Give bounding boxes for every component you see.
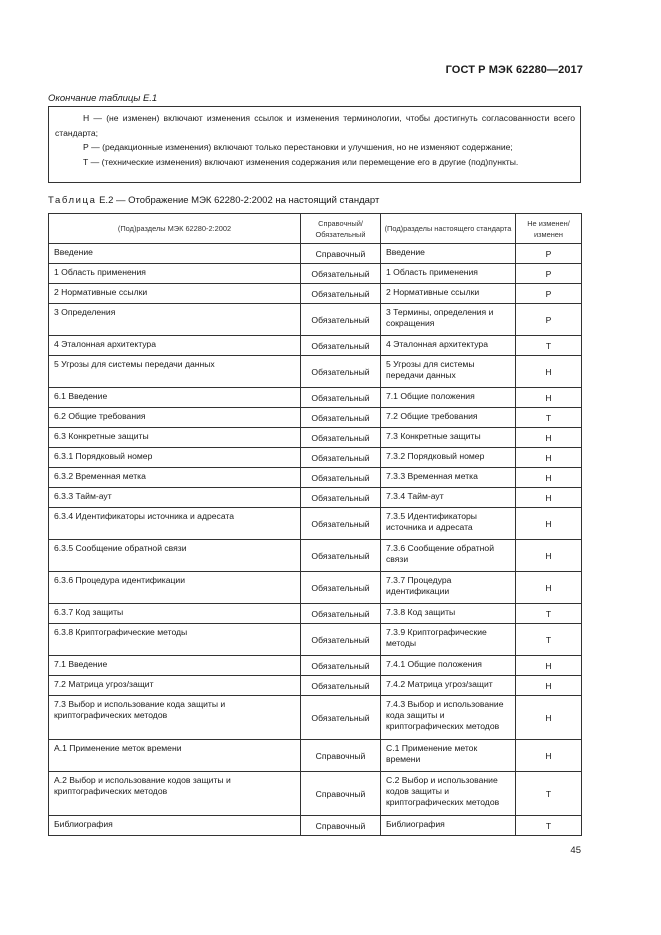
cell-change: Н bbox=[516, 572, 582, 604]
cell-change: Т bbox=[516, 604, 582, 624]
legend-item-unchanged: Н — (не изменен) включают изменения ссылок и изменения терминологии, чтобы достигнуть согласованности всего стандарта; bbox=[55, 113, 575, 138]
cell-target-section: 7.3.3 Временная метка bbox=[381, 468, 516, 488]
table-row bbox=[49, 468, 582, 488]
table-caption bbox=[48, 195, 379, 206]
cell-source-section: 6.3.6 Процедура идентификации bbox=[49, 572, 301, 604]
legend-box bbox=[48, 106, 581, 183]
cell-change: Н bbox=[516, 508, 582, 540]
cell-target-section: 5 Угрозы для системы передачи данных bbox=[381, 356, 516, 388]
cell-target-section: С.2 Выбор и использование кодов защиты и криптографических методов bbox=[381, 772, 516, 816]
cell-status: Обязательный bbox=[301, 304, 381, 336]
table-row bbox=[49, 740, 582, 772]
table-body bbox=[49, 244, 582, 836]
cell-change: Р bbox=[516, 264, 582, 284]
cell-change: Н bbox=[516, 540, 582, 572]
table-row bbox=[49, 488, 582, 508]
cell-status: Обязательный bbox=[301, 572, 381, 604]
cell-target-section: 7.4.1 Общие положения bbox=[381, 656, 516, 676]
cell-target-section: 7.1 Общие положения bbox=[381, 388, 516, 408]
cell-source-section: 4 Эталонная архитектура bbox=[49, 336, 301, 356]
cell-change: Н bbox=[516, 448, 582, 468]
cell-source-section: 6.3.1 Порядковый номер bbox=[49, 448, 301, 468]
cell-change: Т bbox=[516, 408, 582, 428]
cell-change: Т bbox=[516, 624, 582, 656]
cell-target-section: 7.4.3 Выбор и использование кода защиты и криптографических методов bbox=[381, 696, 516, 740]
cell-source-section: 7.2 Матрица угроз/защит bbox=[49, 676, 301, 696]
cell-target-section: 1 Область применения bbox=[381, 264, 516, 284]
cell-source-section: 7.1 Введение bbox=[49, 656, 301, 676]
cell-change: Н bbox=[516, 676, 582, 696]
table-row bbox=[49, 772, 582, 816]
table-row bbox=[49, 572, 582, 604]
cell-source-section: Библиография bbox=[49, 816, 301, 836]
cell-target-section: 3 Термины, определения и сокращения bbox=[381, 304, 516, 336]
cell-source-section: 6.2 Общие требования bbox=[49, 408, 301, 428]
page-number: 45 bbox=[570, 845, 581, 856]
cell-source-section: А.1 Применение меток времени bbox=[49, 740, 301, 772]
table-row bbox=[49, 244, 582, 264]
cell-status: Обязательный bbox=[301, 604, 381, 624]
cell-source-section: Введение bbox=[49, 244, 301, 264]
cell-status: Обязательный bbox=[301, 388, 381, 408]
cell-change: Н bbox=[516, 356, 582, 388]
table-row bbox=[49, 388, 582, 408]
cell-source-section: 7.3 Выбор и использование кода защиты и криптографических методов bbox=[49, 696, 301, 740]
cell-target-section: 7.3.5 Идентификаторы источника и адресата bbox=[381, 508, 516, 540]
header-source-sections: (Под)разделы МЭК 62280-2:2002 bbox=[49, 214, 301, 244]
table-caption-prefix: Таблица bbox=[48, 195, 97, 206]
table-header-row bbox=[49, 214, 582, 244]
cell-target-section: Библиография bbox=[381, 816, 516, 836]
table-row bbox=[49, 676, 582, 696]
cell-status: Обязательный bbox=[301, 448, 381, 468]
cell-change: Н bbox=[516, 740, 582, 772]
cell-source-section: 6.3.7 Код защиты bbox=[49, 604, 301, 624]
standard-number: ГОСТ Р МЭК 62280—2017 bbox=[445, 64, 583, 76]
cell-source-section: 6.3.2 Временная метка bbox=[49, 468, 301, 488]
cell-source-section: 6.3 Конкретные защиты bbox=[49, 428, 301, 448]
cell-status: Обязательный bbox=[301, 656, 381, 676]
header-change: Не изменен/ изменен bbox=[516, 214, 582, 244]
cell-source-section: 6.1 Введение bbox=[49, 388, 301, 408]
cell-target-section: 7.3 Конкретные защиты bbox=[381, 428, 516, 448]
legend-item-technical: Т — (технические изменения) включают изменения содержания или перемещение его в другие (под)пункты. bbox=[83, 156, 519, 167]
cell-status: Обязательный bbox=[301, 428, 381, 448]
mapping-table bbox=[48, 213, 582, 836]
cell-change: Н bbox=[516, 696, 582, 740]
table-row bbox=[49, 356, 582, 388]
cell-status: Обязательный bbox=[301, 264, 381, 284]
table-row bbox=[49, 428, 582, 448]
cell-status: Обязательный bbox=[301, 336, 381, 356]
legend-item-editorial: Р — (редакционные изменения) включают только перестановки и улучшения, но не изменяют содержание; bbox=[83, 142, 513, 152]
table-row bbox=[49, 540, 582, 572]
cell-source-section: 6.3.8 Криптографические методы bbox=[49, 624, 301, 656]
cell-source-section: 1 Область применения bbox=[49, 264, 301, 284]
cell-status: Обязательный bbox=[301, 540, 381, 572]
cell-source-section: 6.3.3 Тайм-аут bbox=[49, 488, 301, 508]
continuation-caption: Окончание таблицы Е.1 bbox=[48, 93, 158, 104]
table-row bbox=[49, 336, 582, 356]
table-row bbox=[49, 816, 582, 836]
table-row bbox=[49, 508, 582, 540]
cell-target-section: Введение bbox=[381, 244, 516, 264]
cell-target-section: 7.3.7 Процедура идентификации bbox=[381, 572, 516, 604]
cell-target-section: 7.3.9 Криптографические методы bbox=[381, 624, 516, 656]
cell-change: Н bbox=[516, 468, 582, 488]
table-row bbox=[49, 624, 582, 656]
cell-change: Н bbox=[516, 488, 582, 508]
cell-source-section: 6.3.4 Идентификаторы источника и адресата bbox=[49, 508, 301, 540]
cell-status: Обязательный bbox=[301, 408, 381, 428]
table-row bbox=[49, 604, 582, 624]
cell-source-section: 3 Определения bbox=[49, 304, 301, 336]
table-caption-text: Е.2 — Отображение МЭК 62280-2:2002 на настоящий стандарт bbox=[99, 195, 380, 206]
cell-status: Обязательный bbox=[301, 356, 381, 388]
table-row bbox=[49, 264, 582, 284]
cell-change: Т bbox=[516, 772, 582, 816]
cell-target-section: 7.3.4 Тайм-аут bbox=[381, 488, 516, 508]
cell-change: Т bbox=[516, 816, 582, 836]
table-row bbox=[49, 408, 582, 428]
cell-change: Н bbox=[516, 428, 582, 448]
cell-status: Обязательный bbox=[301, 508, 381, 540]
cell-status: Обязательный bbox=[301, 468, 381, 488]
cell-source-section: 6.3.5 Сообщение обратной связи bbox=[49, 540, 301, 572]
cell-status: Обязательный bbox=[301, 696, 381, 740]
table-row bbox=[49, 304, 582, 336]
cell-status: Обязательный bbox=[301, 284, 381, 304]
cell-status: Обязательный bbox=[301, 488, 381, 508]
cell-target-section: С.1 Применение меток времени bbox=[381, 740, 516, 772]
cell-status: Справочный bbox=[301, 772, 381, 816]
cell-source-section: 2 Нормативные ссылки bbox=[49, 284, 301, 304]
cell-change: Р bbox=[516, 284, 582, 304]
cell-target-section: 7.2 Общие требования bbox=[381, 408, 516, 428]
cell-target-section: 4 Эталонная архитектура bbox=[381, 336, 516, 356]
cell-status: Справочный bbox=[301, 740, 381, 772]
table-row bbox=[49, 696, 582, 740]
cell-target-section: 7.4.2 Матрица угроз/защит bbox=[381, 676, 516, 696]
cell-status: Справочный bbox=[301, 816, 381, 836]
cell-target-section: 7.3.8 Код защиты bbox=[381, 604, 516, 624]
cell-change: Н bbox=[516, 388, 582, 408]
table-row bbox=[49, 656, 582, 676]
table-row bbox=[49, 284, 582, 304]
header-target-sections: (Под)разделы настоящего стандарта bbox=[381, 214, 516, 244]
cell-target-section: 7.3.6 Сообщение обратной связи bbox=[381, 540, 516, 572]
cell-change: Н bbox=[516, 656, 582, 676]
cell-target-section: 7.3.2 Порядковый номер bbox=[381, 448, 516, 468]
cell-change: Т bbox=[516, 336, 582, 356]
table-row bbox=[49, 448, 582, 468]
cell-target-section: 2 Нормативные ссылки bbox=[381, 284, 516, 304]
cell-source-section: 5 Угрозы для системы передачи данных bbox=[49, 356, 301, 388]
cell-source-section: А.2 Выбор и использование кодов защиты и криптографических методов bbox=[49, 772, 301, 816]
cell-status: Обязательный bbox=[301, 676, 381, 696]
cell-status: Справочный bbox=[301, 244, 381, 264]
cell-status: Обязательный bbox=[301, 624, 381, 656]
cell-change: Р bbox=[516, 304, 582, 336]
header-status: Справочный/ Обязательный bbox=[301, 214, 381, 244]
cell-change: Р bbox=[516, 244, 582, 264]
